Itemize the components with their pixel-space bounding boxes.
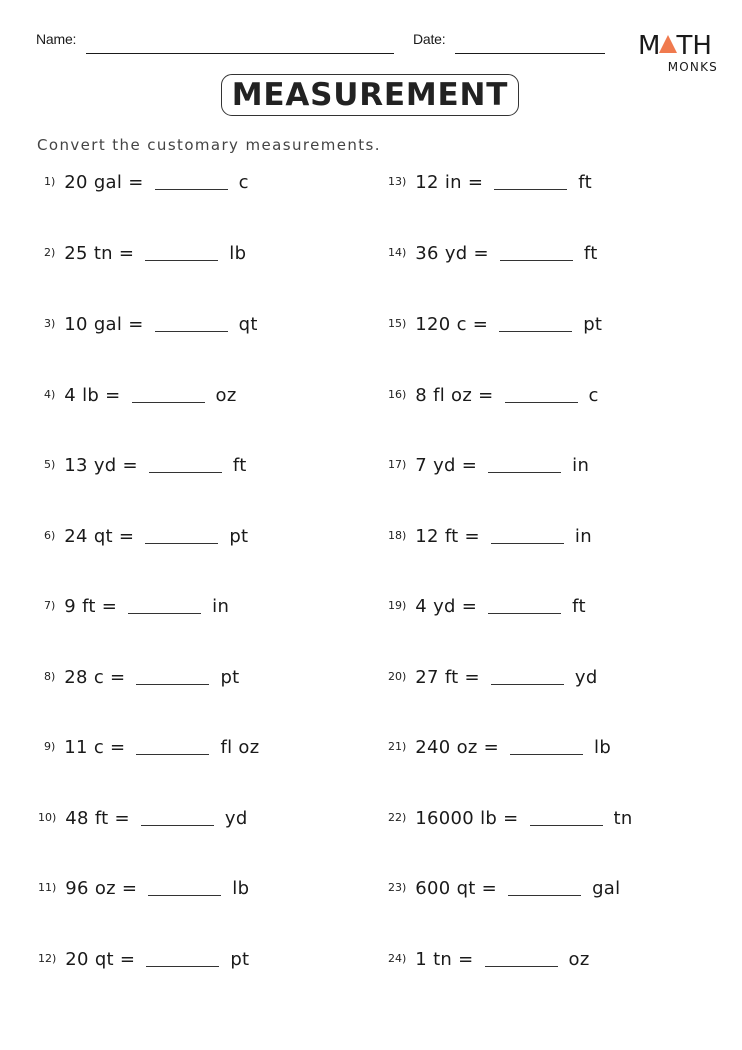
problem-number: 4) — [44, 388, 56, 401]
problem-item — [44, 667, 240, 695]
problem-number: 11) — [38, 881, 57, 894]
answer-blank[interactable] — [510, 754, 583, 755]
problem-expression: 28 c = — [64, 667, 126, 688]
problem-unit: c — [238, 172, 249, 193]
problem-number: 1) — [44, 175, 56, 188]
problem-expression: 25 tn = — [64, 243, 135, 264]
answer-blank[interactable] — [530, 825, 603, 826]
answer-blank[interactable] — [508, 895, 581, 896]
problem-number: 21) — [388, 740, 407, 753]
problem-number: 18) — [388, 529, 407, 542]
problem-item — [38, 808, 248, 836]
name-label: Name: — [36, 31, 77, 47]
logo-triangle-icon — [659, 35, 677, 53]
problem-unit: ft — [572, 596, 586, 617]
problem-item — [388, 949, 590, 977]
problem-item — [388, 314, 602, 342]
problem-expression: 20 gal = — [64, 172, 144, 193]
problem-expression: 8 fl oz = — [415, 385, 494, 406]
name-field-line[interactable] — [86, 53, 394, 54]
problem-number: 22) — [388, 811, 407, 824]
problem-expression: 24 qt = — [64, 526, 135, 547]
answer-blank[interactable] — [500, 260, 573, 261]
problem-item — [388, 526, 592, 554]
problem-unit: pt — [229, 526, 249, 547]
problem-expression: 12 ft = — [415, 526, 480, 547]
problem-item — [38, 878, 249, 906]
problem-item — [44, 243, 246, 271]
problem-item — [388, 737, 611, 765]
problem-unit: yd — [224, 808, 248, 829]
problem-item — [38, 949, 249, 977]
problem-number: 19) — [388, 599, 407, 612]
problem-item — [44, 455, 247, 483]
problem-item — [388, 455, 589, 483]
problem-item — [44, 314, 258, 342]
instructions: Convert the customary measurements. — [37, 136, 381, 154]
problem-item — [388, 667, 598, 695]
problem-expression: 48 ft = — [65, 808, 130, 829]
problem-number: 16) — [388, 388, 407, 401]
problem-item — [44, 385, 237, 413]
problem-unit: c — [588, 385, 599, 406]
problem-expression: 240 oz = — [415, 737, 500, 758]
answer-blank[interactable] — [132, 402, 205, 403]
logo-letters-th: TH — [676, 31, 712, 61]
answer-blank[interactable] — [141, 825, 214, 826]
problem-expression: 20 qt = — [65, 949, 136, 970]
problem-expression: 600 qt = — [415, 878, 498, 899]
problem-item — [388, 385, 599, 413]
math-monks-logo — [638, 33, 720, 75]
problem-expression: 9 ft = — [64, 596, 118, 617]
answer-blank[interactable] — [155, 331, 228, 332]
problem-number: 10) — [38, 811, 57, 824]
problem-expression: 36 yd = — [415, 243, 489, 264]
answer-blank[interactable] — [136, 754, 209, 755]
problem-expression: 1 tn = — [415, 949, 474, 970]
answer-blank[interactable] — [485, 966, 558, 967]
answer-blank[interactable] — [488, 613, 561, 614]
problem-expression: 13 yd = — [64, 455, 138, 476]
problem-expression: 4 yd = — [415, 596, 478, 617]
problem-number: 14) — [388, 246, 407, 259]
problem-unit: tn — [613, 808, 633, 829]
problem-unit: lb — [229, 243, 247, 264]
problem-expression: 4 lb = — [64, 385, 121, 406]
problem-unit: pt — [220, 667, 240, 688]
answer-blank[interactable] — [494, 189, 567, 190]
problem-item — [388, 808, 633, 836]
problem-item — [388, 596, 586, 624]
problem-unit: ft — [583, 243, 598, 264]
problem-number: 17) — [388, 458, 407, 471]
answer-blank[interactable] — [128, 613, 201, 614]
problem-unit: in — [572, 455, 590, 476]
problem-expression: 10 gal = — [64, 314, 144, 335]
problem-number: 5) — [44, 458, 56, 471]
problem-expression: 27 ft = — [415, 667, 480, 688]
worksheet-title: MEASUREMENT — [231, 77, 509, 113]
logo-subtext: MONKS — [667, 60, 718, 74]
problem-unit: fl oz — [220, 737, 260, 758]
problem-unit: oz — [568, 949, 590, 970]
problem-item — [44, 526, 248, 554]
answer-blank[interactable] — [505, 402, 578, 403]
problem-expression: 120 c = — [415, 314, 489, 335]
problem-number: 15) — [388, 317, 407, 330]
date-field-line[interactable] — [455, 53, 605, 54]
answer-blank[interactable] — [145, 260, 218, 261]
problem-unit: lb — [594, 737, 612, 758]
problem-expression: 12 in = — [415, 172, 484, 193]
problem-unit: lb — [232, 878, 250, 899]
problem-expression: 11 c = — [64, 737, 126, 758]
problem-unit: ft — [232, 455, 247, 476]
problem-number: 20) — [388, 670, 407, 683]
problem-item — [388, 878, 620, 906]
logo-letter-m: M — [638, 31, 661, 61]
answer-blank[interactable] — [149, 472, 222, 473]
problem-item — [388, 243, 598, 271]
worksheet-title-box — [221, 74, 519, 116]
answer-blank[interactable] — [491, 543, 564, 544]
answer-blank[interactable] — [155, 189, 228, 190]
answer-blank[interactable] — [491, 684, 564, 685]
problem-number: 9) — [44, 740, 56, 753]
answer-blank[interactable] — [136, 684, 209, 685]
problem-number: 13) — [388, 175, 407, 188]
answer-blank[interactable] — [148, 895, 221, 896]
problem-expression: 96 oz = — [65, 878, 138, 899]
problem-item — [44, 172, 249, 200]
problem-unit: ft — [578, 172, 592, 193]
problem-number: 7) — [44, 599, 56, 612]
problem-unit: oz — [215, 385, 237, 406]
problem-item — [44, 596, 229, 624]
problem-number: 6) — [44, 529, 56, 542]
problem-unit: pt — [583, 314, 603, 335]
date-label: Date: — [413, 31, 446, 47]
problem-expression: 16000 lb = — [415, 808, 519, 829]
answer-blank[interactable] — [146, 966, 219, 967]
problem-unit: in — [212, 596, 230, 617]
problem-unit: gal — [592, 878, 621, 899]
answer-blank[interactable] — [145, 543, 218, 544]
problem-number: 12) — [38, 952, 57, 965]
problem-number: 3) — [44, 317, 56, 330]
problem-unit: in — [574, 526, 592, 547]
problem-number: 24) — [388, 952, 407, 965]
logo-wordmark — [638, 33, 712, 59]
problem-number: 2) — [44, 246, 56, 259]
answer-blank[interactable] — [488, 472, 561, 473]
problem-item — [388, 172, 592, 200]
problem-number: 23) — [388, 881, 407, 894]
problem-unit: yd — [574, 667, 598, 688]
problem-item — [44, 737, 259, 765]
answer-blank[interactable] — [499, 331, 572, 332]
problem-unit: qt — [238, 314, 258, 335]
problem-unit: pt — [230, 949, 250, 970]
problem-number: 8) — [44, 670, 56, 683]
problem-expression: 7 yd = — [415, 455, 478, 476]
